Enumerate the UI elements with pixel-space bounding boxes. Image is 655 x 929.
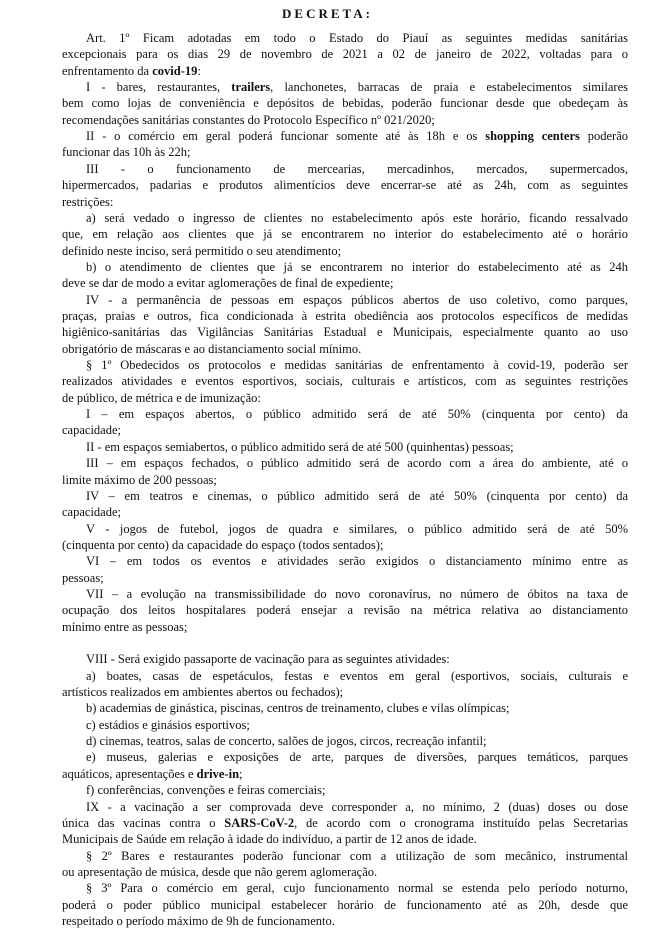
decree-line: recomendações sanitárias constantes do Protocolo Específico nº 021/2020; (62, 112, 435, 127)
decree-line: IV – em teatros e cinemas, o público admitido será de até 50% (cinquenta por cento) da (86, 488, 628, 503)
bold-term: covid-19 (152, 63, 198, 78)
decree-line: c) estádios e ginásios esportivos; (86, 717, 250, 732)
decree-line: (cinquenta por cento) da capacidade do espaço (todos sentados); (62, 537, 384, 552)
decree-line: VI – em todos os eventos e atividades serão exigidos o distanciamento mínimo entre as (86, 554, 628, 569)
decree-line: pessoas; (62, 570, 104, 585)
decree-line: d) cinemas, teatros, salas de concerto, salões de jogos, circos, recreação infantil; (86, 734, 487, 749)
decree-line: VII – a evolução na transmissibilidade do novo coronavírus, no número de óbitos na taxa de (86, 586, 628, 601)
decree-line: enfrentamento da covid-19: (62, 63, 201, 78)
decree-line: V - jogos de futebol, jogos de quadra e similares, o público admitido será de até 50% (86, 521, 628, 536)
decree-line: § 2º Bares e restaurantes poderão funcionar com a utilização de som mecânico, instrumental (86, 848, 628, 863)
decree-line: hipermercados, padarias e produtos alimentícios deve encerrar-se até as 24h, com as seguintes (62, 178, 628, 193)
decree-line: obrigatório de máscaras e ao distanciamento social mínimo. (62, 341, 362, 356)
decree-line: f) conferências, convenções e feiras comerciais; (86, 783, 326, 798)
decree-line: higiênico-sanitárias das Vigilâncias Sanitárias Estadual e Municipais, especialmente quanto ao uso (62, 325, 628, 340)
decree-line: Municipais de Saúde em relação à idade do indivíduo, a partir de 12 anos de idade. (62, 832, 477, 847)
decree-line: IX - a vacinação a ser comprovada deve corresponder a, no mínimo, 2 (duas) doses ou dose (86, 799, 628, 814)
decree-line: § 3º Para o comércio em geral, cujo funcionamento normal se estenda pelo período noturno, (86, 881, 628, 896)
decree-line: a) boates, casas de espetáculos, festas e eventos em geral (esportivos, sociais, culturais e (86, 668, 628, 683)
bold-term: trailers (231, 80, 271, 95)
decree-line: II - em espaços semiabertos, o público admitido será de até 500 (quinhentas) pessoas; (86, 439, 514, 454)
decree-line: poderá o poder público municipal estabelecer horário de funcionamento até as 20h, desde que (62, 897, 628, 912)
decree-line: limite máximo de 200 pessoas; (62, 472, 217, 487)
decree-line: definido neste inciso, será permitido o seu atendimento; (62, 243, 342, 258)
decree-line: ou apresentação de música, desde que não gerem aglomeração. (62, 864, 378, 879)
decree-line: excepcionais para os dias 29 de novembro de 2021 a 02 de janeiro de 2022, voltadas para o (62, 47, 628, 62)
decree-line: e) museus, galerias e exposições de arte, parques de diversões, parques temáticos, parques (86, 750, 628, 765)
decree-line: respeitado o período máximo de 9h de funcionamento. (62, 913, 335, 928)
decree-line: Art. 1º Ficam adotadas em todo o Estado do Piauí as seguintes medidas sanitárias (86, 31, 628, 45)
decree-line: VIII - Será exigido passaporte de vacinação para as seguintes atividades: (86, 652, 450, 667)
bold-term: shopping centers (485, 129, 580, 144)
decree-line: ocupação dos leitos hospitalares poderá ensejar a revisão na métrica relativa ao distanciamento (62, 603, 628, 618)
bold-term: drive-in (196, 766, 240, 781)
decree-line: I - bares, restaurantes, trailers, lanchonetes, barracas de praia e estabelecimentos similares (86, 80, 628, 95)
decree-line: a) será vedado o ingresso de clientes no estabelecimento após este horário, ficando ressalvado (86, 210, 628, 225)
decree-heading: DECRETA: (282, 6, 373, 21)
decree-line: de público, de métrica e de imunização: (62, 390, 261, 405)
decree-line: aquáticos, apresentações e drive-in; (62, 766, 243, 781)
decree-line: restrições: (62, 194, 114, 209)
decree-line: deve se dar de modo a evitar aglomerações de final de expediente; (62, 276, 394, 291)
decree-line: praças, praias e outros, fica condicionada à estrita obediência aos protocolos específicos de medidas (62, 309, 628, 323)
decree-line: realizados atividades e eventos esportivos, sociais, culturais e artísticos, com as seguintes restrições (62, 374, 628, 389)
decree-line: I – em espaços abertos, o público admitido será de até 50% (cinquenta por cento) da (86, 407, 628, 422)
decree-line: b) academias de ginástica, piscinas, centros de treinamento, clubes e vilas olímpicas; (86, 701, 510, 716)
decree-line: III – em espaços fechados, o público admitido será de acordo com a área do ambiente, até o (86, 456, 628, 471)
decree-line: artísticos realizados em ambientes abertos ou fechados); (62, 685, 344, 699)
decree-line: § 1º Obedecidos os protocolos e medidas sanitárias de enfrentamento à covid-19, poderão ser (86, 358, 628, 372)
decree-line: b) o atendimento de clientes que já se encontrarem no interior do estabelecimento até as 24h (86, 259, 628, 274)
decree-line: IV - a permanência de pessoas em espaços públicos abertos de uso coletivo, como parques, (86, 292, 628, 307)
bold-term: SARS-CoV-2 (224, 815, 295, 830)
decree-line: bem como lojas de conveniência e depósitos de bebidas, poderão funcionar desde que obedeçam às (62, 96, 628, 111)
decree-line: II - o comércio em geral poderá funcionar somente até às 18h e os shopping centers poderão (86, 129, 628, 144)
decree-line: capacidade; (62, 505, 121, 520)
decree-line: que, em relação aos clientes que já se encontrarem no interior do estabelecimento até o horário (62, 227, 628, 242)
decree-line: única das vacinas contra o SARS-CoV-2, de acordo com o cronograma instituído pelas Secretarias (62, 815, 628, 830)
decree-line: mínimo entre as pessoas; (62, 619, 188, 634)
decree-line: III - o funcionamento de mercearias, mercadinhos, mercados, supermercados, (86, 161, 628, 176)
decree-line: capacidade; (62, 423, 121, 438)
decree-line: funcionar das 10h às 22h; (62, 145, 191, 160)
